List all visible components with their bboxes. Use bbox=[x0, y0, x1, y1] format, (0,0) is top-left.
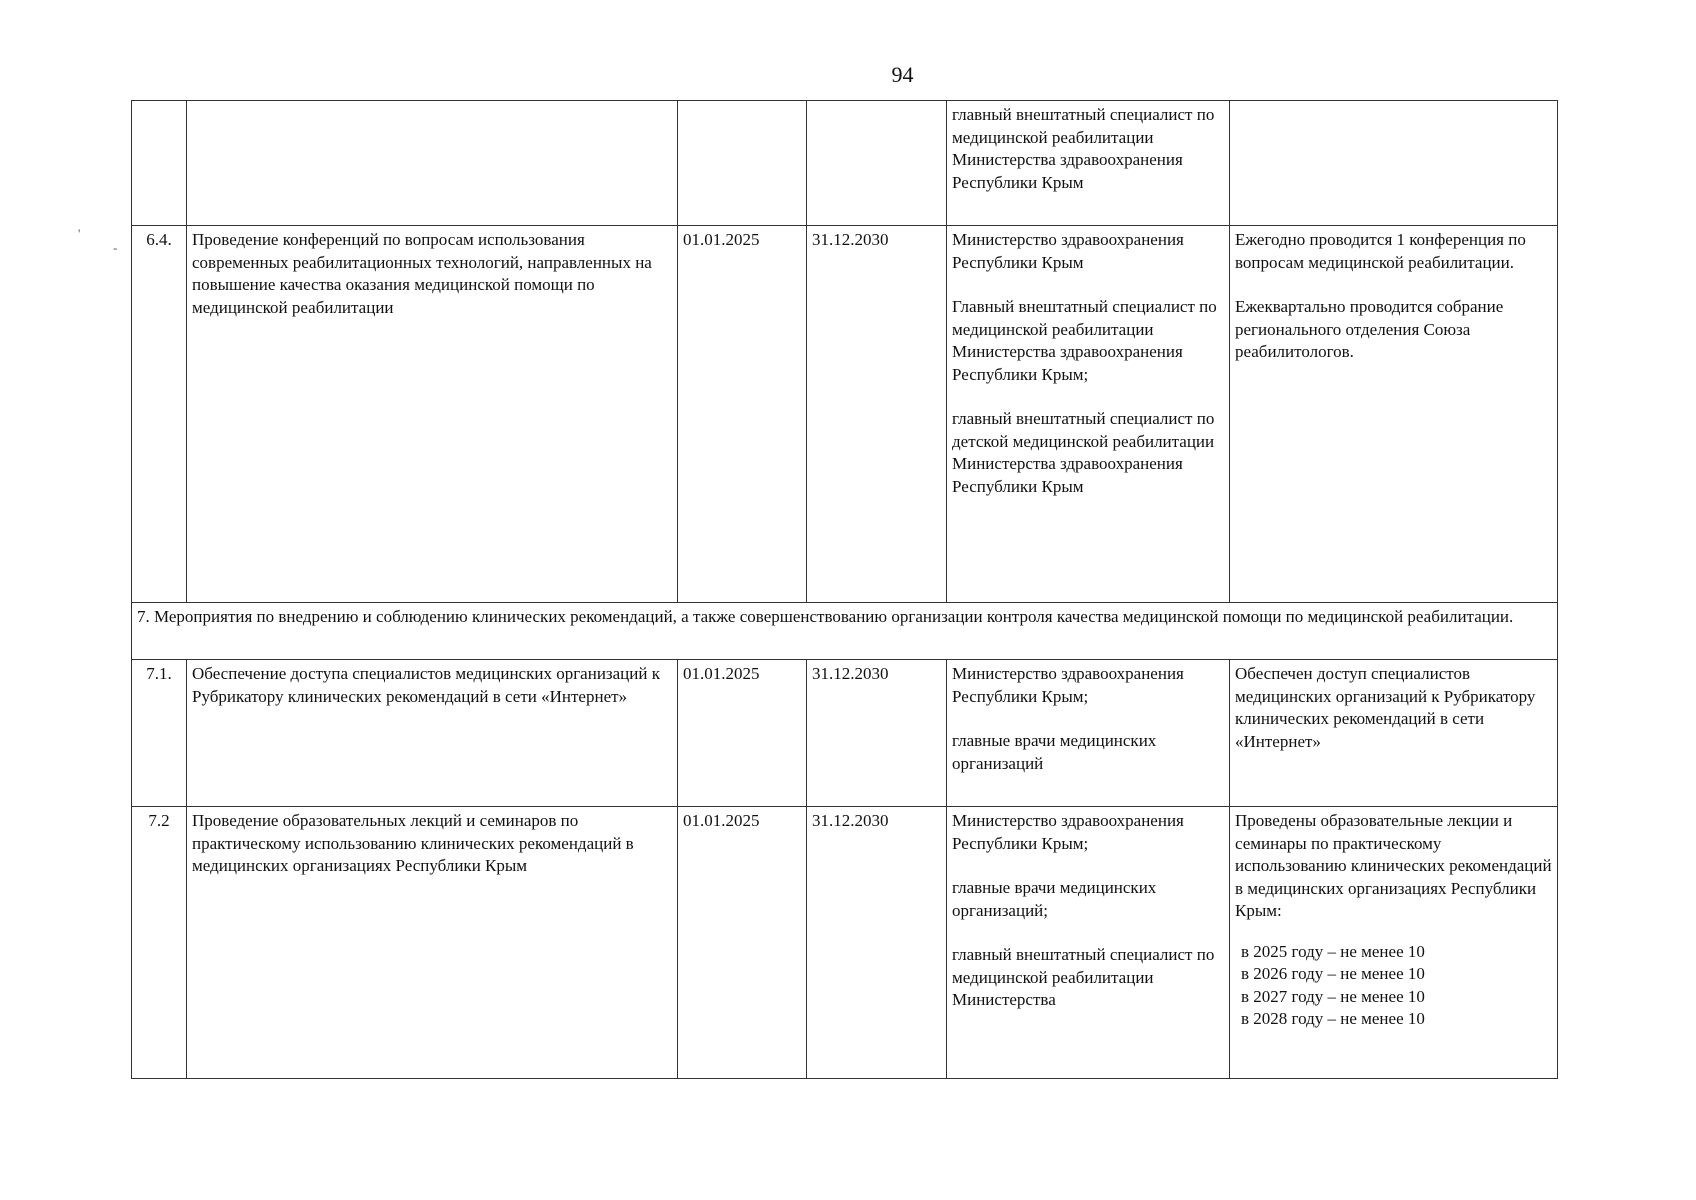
executor-text: главный внештатный специалист по детской медицинской реабилитации Министерства здравоохранения Республики Крым bbox=[952, 409, 1215, 496]
section-header-row bbox=[132, 603, 1558, 660]
cell-start bbox=[678, 101, 807, 226]
year-target: в 2026 году – не менее 10 bbox=[1241, 964, 1425, 983]
executor-text: главные врачи медицинских организаций bbox=[952, 731, 1157, 773]
cell-num bbox=[132, 101, 187, 226]
measure-name: Проведение конференций по вопросам использования современных реабилитационных технологий, направленных на повышение качества оказания медицинской помощи по медицинской реабилитации bbox=[187, 226, 678, 603]
end-date: 31.12.2030 bbox=[807, 660, 947, 807]
executor-text: главный внештатный специалист по медицинской реабилитации Министерства bbox=[952, 945, 1215, 1009]
row-number: 7.1. bbox=[132, 660, 187, 807]
cell-result bbox=[1230, 101, 1558, 226]
page-number: 94 bbox=[891, 62, 914, 87]
executor-text: главный внештатный специалист по медицинской реабилитации Министерства здравоохранения Республики Крым bbox=[952, 105, 1215, 192]
scan-mark: ' bbox=[78, 226, 81, 241]
executors-cell bbox=[947, 226, 1230, 603]
end-date: 31.12.2030 bbox=[807, 807, 947, 1079]
result-text: Проведены образовательные лекции и семинары по практическому использованию клинических рекомендаций в медицинских организациях Республики Крым: bbox=[1235, 811, 1552, 920]
row-number: 7.2 bbox=[132, 807, 187, 1079]
cell-name bbox=[187, 101, 678, 226]
executors-cell bbox=[947, 660, 1230, 807]
executor-text: Министерство здравоохранения Республики Крым bbox=[952, 230, 1184, 272]
measure-name: Проведение образовательных лекций и семинаров по практическому использованию клинических рекомендаций в медицинских организациях Республики Крым bbox=[187, 807, 678, 1079]
measures-table bbox=[131, 100, 1558, 1079]
executor-text: Главный внештатный специалист по медицинской реабилитации Министерства здравоохранения Республики Крым; bbox=[952, 297, 1217, 384]
result-text: Обеспечен доступ специалистов медицинских организаций к Рубрикатору клинических рекомендаций в сети «Интернет» bbox=[1230, 660, 1558, 807]
scan-mark: - bbox=[113, 240, 118, 255]
start-date: 01.01.2025 bbox=[678, 660, 807, 807]
results-cell bbox=[1230, 807, 1558, 1079]
result-text: Ежеквартально проводится собрание регионального отделения Союза реабилитологов. bbox=[1235, 297, 1504, 361]
executor-text: Министерство здравоохранения Республики Крым; bbox=[952, 664, 1184, 706]
executor-text: главные врачи медицинских организаций; bbox=[952, 878, 1157, 920]
row-number: 6.4. bbox=[132, 226, 187, 603]
table-row-7-1 bbox=[132, 660, 1558, 807]
year-target: в 2028 году – не менее 10 bbox=[1241, 1009, 1425, 1028]
start-date: 01.01.2025 bbox=[678, 226, 807, 603]
result-text: Ежегодно проводится 1 конференция по вопросам медицинской реабилитации. bbox=[1235, 230, 1526, 272]
year-target: в 2025 году – не менее 10 bbox=[1241, 941, 1425, 961]
table-row-6-4 bbox=[132, 226, 1558, 603]
measure-name: Обеспечение доступа специалистов медицинских организаций к Рубрикатору клинических рекомендаций в сети «Интернет» bbox=[187, 660, 678, 807]
yearly-targets bbox=[1235, 941, 1552, 1031]
cell-end bbox=[807, 101, 947, 226]
start-date: 01.01.2025 bbox=[678, 807, 807, 1079]
section-title: 7. Мероприятия по внедрению и соблюдению клинических рекомендаций, а также совершенствованию организации контроля качества медицинской помощи по медицинской реабилитации. bbox=[132, 603, 1558, 660]
end-date: 31.12.2030 bbox=[807, 226, 947, 603]
results-cell bbox=[1230, 226, 1558, 603]
table-row-continuation bbox=[132, 101, 1558, 226]
year-target: в 2027 году – не менее 10 bbox=[1241, 986, 1425, 1006]
executors-cell bbox=[947, 807, 1230, 1079]
executor-text: Министерство здравоохранения Республики Крым; bbox=[952, 811, 1184, 853]
cell-executor bbox=[947, 101, 1230, 226]
table-row-7-2 bbox=[132, 807, 1558, 1079]
